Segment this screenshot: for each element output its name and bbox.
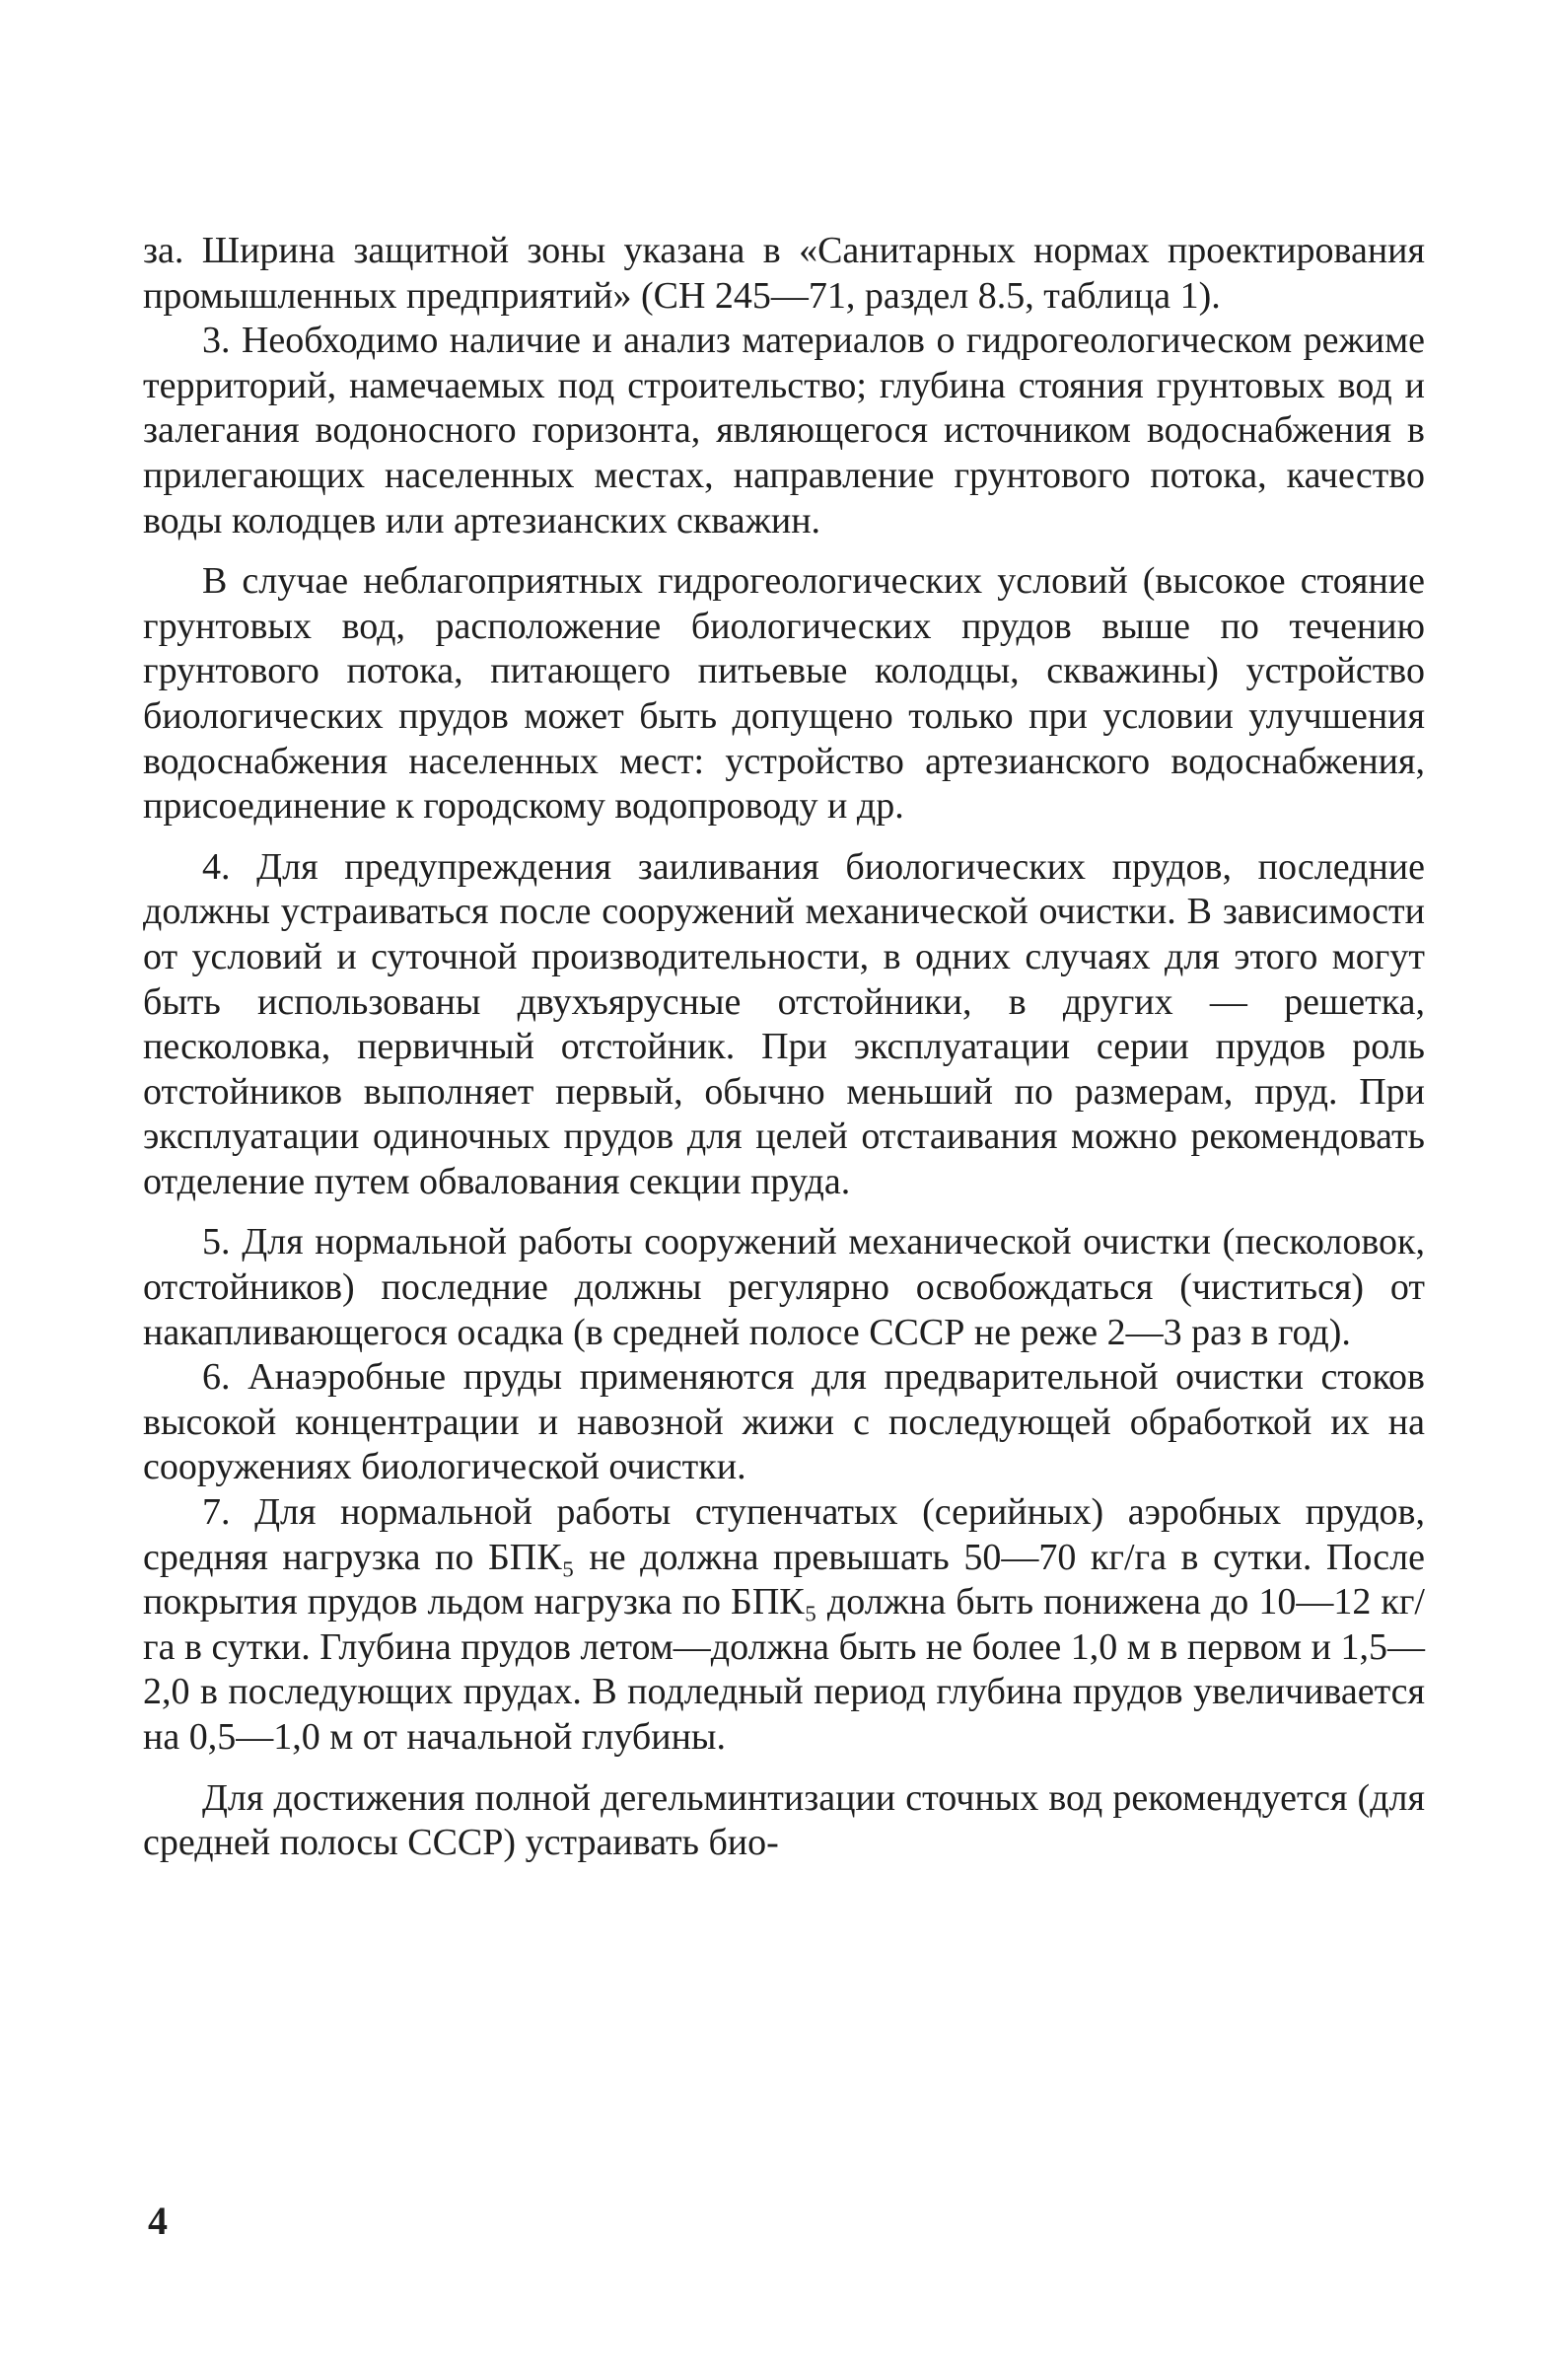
paragraph-item-4: 4. Для предупреждения заиливания биологических прудов, последние должны устраиваться после сооружений механической очистки. В зависимости от условий и суточной производительности, в одних случаях для этого могут быть использованы двухъярусные отстойники, в других — решетка, песколовка, первичный отстойник. При эксплуатации серии прудов роль отстойников выполняет первый, обычно меньший по размерам, пруд. При эксплуатации одиночных прудов для целей отстаивания можно рекомендовать отделение путем обвалования секции пруда. bbox=[143, 845, 1425, 1202]
paragraph-continuation: за. Ширина защитной зоны указана в «Санитарных нормах проектирования промышленных предприятий» (СН 245—71, раздел 8.5, таблица 1). bbox=[143, 230, 1425, 317]
page-number: 4 bbox=[148, 2199, 168, 2243]
paragraph-item-5: 5. Для нормальной работы сооружений механической очистки (песколовок, отстойников) последние должны регулярно освобождаться (чиститься) от накапливающегося осадка (в средней полосе СССР не реже 2—3 раз в год). bbox=[143, 1221, 1425, 1353]
paragraph-item-3: 3. Необходимо наличие и анализ материалов о гидрогеологическом режиме территорий, намечаемых под строительство; глубина стояния грунтовых вод и залегания водоносного горизонта, являющегося источником водоснабжения в прилегающих населенных местах, направление грунтового потока, качество воды колодцев или артезианских скважин. bbox=[143, 320, 1425, 541]
paragraph-degelminthization: Для достижения полной дегельминтизации сточных вод рекомендуется (для средней полосы СССР) устраивать био- bbox=[143, 1776, 1425, 1864]
paragraph-unfavorable-conditions: В случае неблагоприятных гидрогеологических условий (высокое стояние грунтовых вод, расположение биологических прудов выше по течению грунтового потока, питающего питьевые колодцы, скважины) устройство биологических прудов может быть допущено только при условии улучшения водоснабжения населенных мест: устройство артезианского водоснабжения, присоединение к городскому водопроводу и др. bbox=[143, 560, 1425, 828]
document-page bbox=[143, 229, 1425, 1866]
paragraph-item-6: 6. Анаэробные пруды применяются для предварительной очистки стоков высокой концентрации и навозной жижи с последующей обработкой их на сооружениях биологической очистки. bbox=[143, 1356, 1425, 1488]
paragraph-item-7: 7. Для нормальной работы ступенчатых (серийных) аэробных прудов, средняя нагрузка по БПК₅ не должна превышать 50—70 кг/га в сутки. После покрытия прудов льдом нагрузка по БПК₅ должна быть понижена до 10—12 кг/га в сутки. Глубина прудов летом—должна быть не более 1,0 м в первом и 1,5—2,0 в последующих прудах. В подледный период глубина прудов увеличивается на 0,5—1,0 м от начальной глубины. bbox=[143, 1491, 1425, 1758]
